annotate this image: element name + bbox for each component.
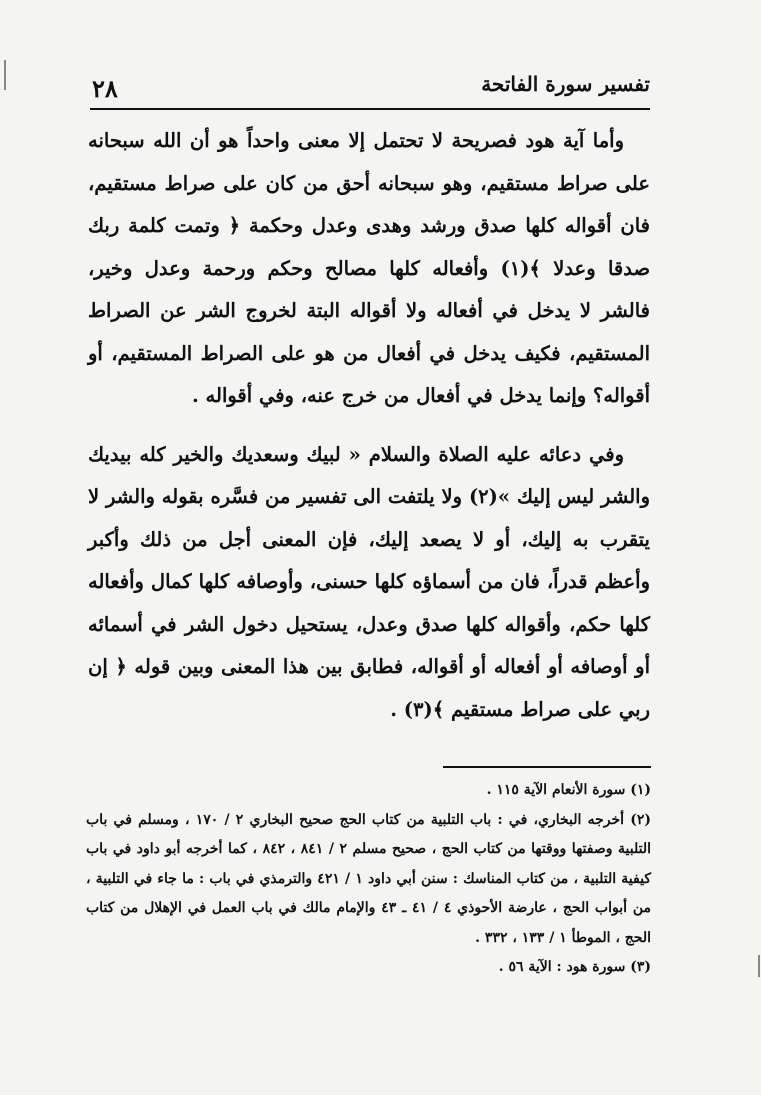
paragraph-1: وأما آية هود فصريحة لا تحتمل إلا معنى واحداً هو أن الله سبحانه على صراط مستقيم، وهو سبحانه أحق من كان على صراط مستقيم، فان أقواله كلها صدق ورشد وهدى وعدل وحكمة ﴿ وتمت كلمة ربك صدقا وعدلا ﴾(١) وأفعاله كلها مصالح وحكم ورحمة وعدل وخير، فالشر لا يدخل في أفعاله ولا أقواله البتة لخروج الشر عن الصراط المستقيم، فكيف يدخل في أفعال من هو على الصراط المستقيم، أو أقواله؟ وإنما يدخل في أفعال من خرج عنه، وفي أقواله .	[88, 129, 651, 407]
page-number: ٢٨	[92, 74, 118, 103]
footnote-1: (١) سورة الأنعام الآية ١١٥ .	[486, 782, 651, 798]
body-text	[88, 120, 650, 731]
scan-edge-mark	[758, 955, 760, 977]
footnote-2: (٢) أخرجه البخاري، في : باب التلبية من كتاب الحج صحيح البخاري ٢ / ١٧٠ ، ومسلم في باب التلبية وصفتها ووقتها من كتاب الحج ، صحيح مسلم ٢ / ٨٤١ ، ٨٤٢ ، كما أخرجه أبو داود في باب كيفية التلبية ، من كتاب المناسك : سنن أبي داود ١ / ٤٢١ والترمذي في باب : ما جاء في التلبية ، من أبواب الحج ، عارضة الأحوذي ٤ / ٤١ ـ ٤٣ والإمام مالك في باب العمل في الإهلال من كتاب الحج ، الموطأ ١ / ١٣٣ ، ٣٣٢ .	[86, 811, 651, 946]
footnote-3: (٣) سورة هود : الآية ٥٦ .	[498, 959, 651, 975]
scan-edge-mark	[4, 60, 6, 90]
running-header	[90, 70, 650, 110]
paragraph-2: وفي دعائه عليه الصلاة والسلام « لبيك وسعديك والخير كله بيديك والشر ليس إليك »(٢) ولا يلتفت الى تفسير من فسَّره بقوله والشر لا يتقرب به إليك، أو لا يصعد إليك، فإن المعنى أجل من ذلك وأكبر وأعظم قدراً، فان من أسماؤه كلها حسنى، وأوصافه كلها كمال وأفعاله كلها حكم، وأقواله كلها صدق وعدل، يستحيل دخول الشر في أسمائه أو أوصافه أو أفعاله أو أقواله، فطابق بين هذا المعنى وبين قوله ﴿ إن ربي على صراط مستقيم ﴾(٣) .	[88, 442, 650, 721]
footnotes	[86, 776, 651, 983]
header-title: تفسير سورة الفاتحة	[481, 72, 650, 96]
footnote-separator	[443, 766, 651, 768]
